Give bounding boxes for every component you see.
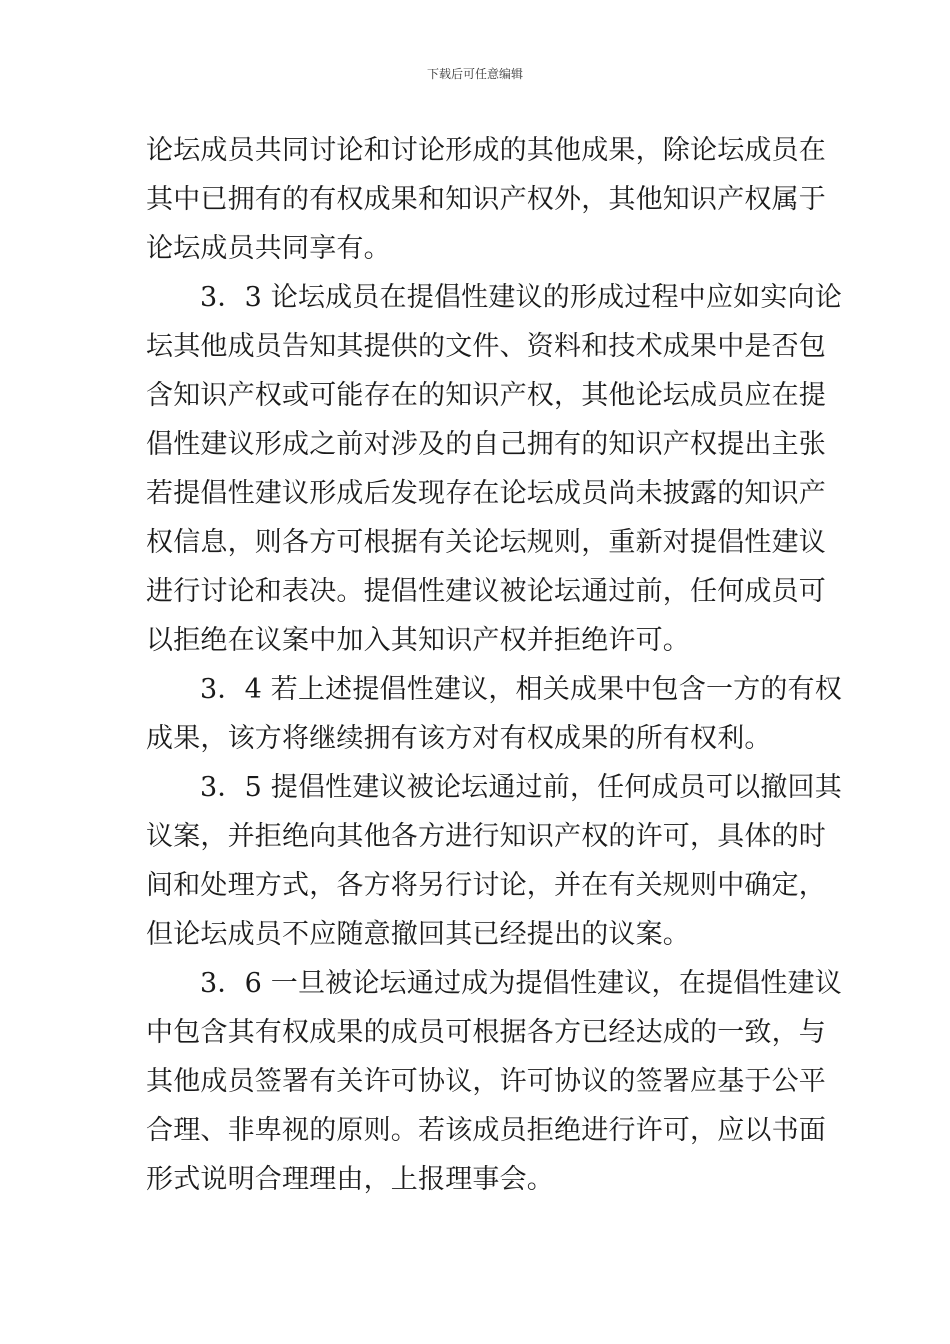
clause-3-4-first-line: 3．4 若上述提倡性建议，相关成果中包含一方的有权 [200, 674, 842, 705]
text-line: 坛其他成员告知其提供的文件、资料和技术成果中是否包 [146, 331, 826, 362]
text-line: 含知识产权或可能存在的知识产权，其他论坛成员应在提 [146, 380, 826, 411]
clause-3-6-first-line: 3．6 一旦被论坛通过成为提倡性建议，在提倡性建议 [200, 968, 842, 999]
text-line: 倡性建议形成之前对涉及的自己拥有的知识产权提出主张 [146, 429, 826, 460]
text-line: 其中已拥有的有权成果和知识产权外，其他知识产权属于 [146, 184, 826, 215]
page-header-note: 下载后可任意编辑 [426, 67, 523, 81]
text-line: 进行讨论和表决。提倡性建议被论坛通过前，任何成员可 [146, 576, 826, 607]
text-line: 形式说明合理理由，上报理事会。 [146, 1164, 554, 1195]
text-line: 合理、非卑视的原则。若该成员拒绝进行许可，应以书面 [146, 1115, 826, 1146]
clause-3-3-first-line: 3．3 论坛成员在提倡性建议的形成过程中应如实向论 [200, 282, 842, 313]
text-line: 但论坛成员不应随意撤回其已经提出的议案。 [146, 919, 690, 950]
text-line: 论坛成员共同讨论和讨论形成的其他成果，除论坛成员在 [146, 135, 826, 166]
text-line: 以拒绝在议案中加入其知识产权并拒绝许可。 [146, 625, 690, 656]
text-line: 其他成员签署有关许可协议，许可协议的签署应基于公平 [146, 1066, 826, 1097]
text-line: 成果，该方将继续拥有该方对有权成果的所有权利。 [146, 723, 772, 754]
text-line: 若提倡性建议形成后发现存在论坛成员尚未披露的知识产 [146, 478, 826, 509]
text-line: 间和处理方式，各方将另行讨论，并在有关规则中确定， [146, 870, 826, 901]
text-line: 论坛成员共同享有。 [146, 233, 391, 264]
text-line: 权信息，则各方可根据有关论坛规则，重新对提倡性建议 [146, 527, 826, 558]
text-line: 中包含其有权成果的成员可根据各方已经达成的一致，与 [146, 1017, 826, 1048]
document-body [146, 126, 842, 1204]
text-line: 议案，并拒绝向其他各方进行知识产权的许可，具体的时 [146, 821, 826, 852]
clause-3-5-first-line: 3．5 提倡性建议被论坛通过前，任何成员可以撤回其 [200, 772, 842, 803]
